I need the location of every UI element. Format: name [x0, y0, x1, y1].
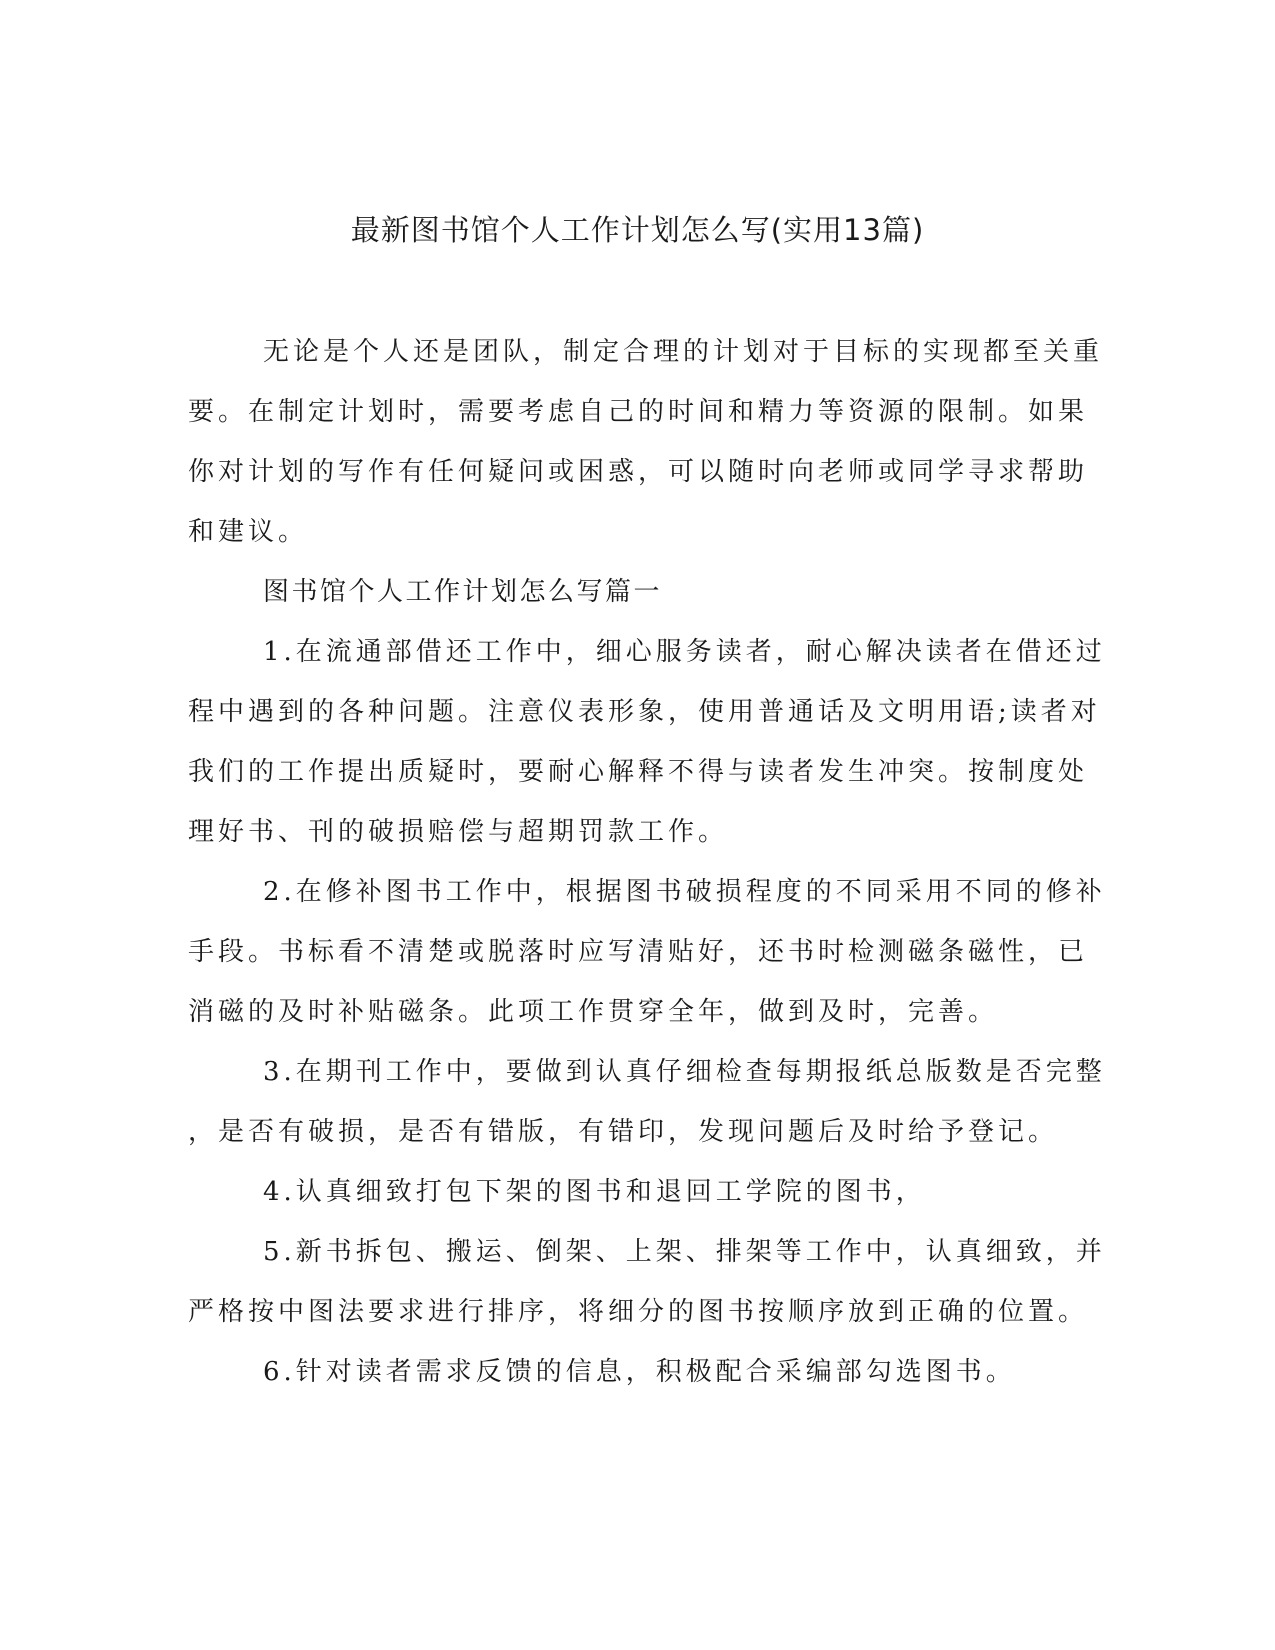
intro-line-1: 无论是个人还是团队，制定合理的计划对于目标的实现都至关重	[263, 337, 1104, 367]
section-heading: 图书馆个人工作计划怎么写篇一	[263, 577, 663, 607]
item-3-line-1: 3.在期刊工作中，要做到认真仔细检查每期报纸总版数是否完整	[263, 1057, 1106, 1087]
item-5-line-2: 严格按中图法要求进行排序，将细分的图书按顺序放到正确的位置。	[188, 1297, 1089, 1327]
item-2-line-2: 手段。书标看不清楚或脱落时应写清贴好，还书时检测磁条磁性，已	[188, 937, 1089, 967]
item-4-line-1: 4.认真细致打包下架的图书和退回工学院的图书，	[263, 1177, 926, 1207]
item-2-line-3: 消磁的及时补贴磁条。此项工作贯穿全年，做到及时，完善。	[188, 997, 999, 1027]
item-3-line-2: ，是否有破损，是否有错版，有错印，发现问题后及时给予登记。	[188, 1117, 1059, 1147]
intro-line-4: 和建议。	[188, 517, 309, 547]
intro-line-3: 你对计划的写作有任何疑问或困惑，可以随时向老师或同学寻求帮助	[188, 457, 1089, 487]
item-1-line-4: 理好书、刊的破损赔偿与超期罚款工作。	[188, 817, 729, 847]
item-1-line-3: 我们的工作提出质疑时，要耐心解释不得与读者发生冲突。按制度处	[188, 757, 1089, 787]
document-body	[188, 330, 1106, 1410]
document-title: 最新图书馆个人工作计划怎么写(实用13篇)	[350, 213, 925, 247]
item-1-line-1: 1.在流通部借还工作中，细心服务读者，耐心解决读者在借还过	[263, 637, 1106, 667]
item-6-line-1: 6.针对读者需求反馈的信息，积极配合采编部勾选图书。	[263, 1357, 1016, 1387]
intro-line-2: 要。在制定计划时，需要考虑自己的时间和精力等资源的限制。如果	[188, 397, 1089, 427]
item-2-line-1: 2.在修补图书工作中，根据图书破损程度的不同采用不同的修补	[263, 877, 1106, 907]
item-1-line-2: 程中遇到的各种问题。注意仪表形象，使用普通话及文明用语;读者对	[188, 697, 1101, 727]
item-5-line-1: 5.新书拆包、搬运、倒架、上架、排架等工作中，认真细致，并	[263, 1237, 1106, 1267]
